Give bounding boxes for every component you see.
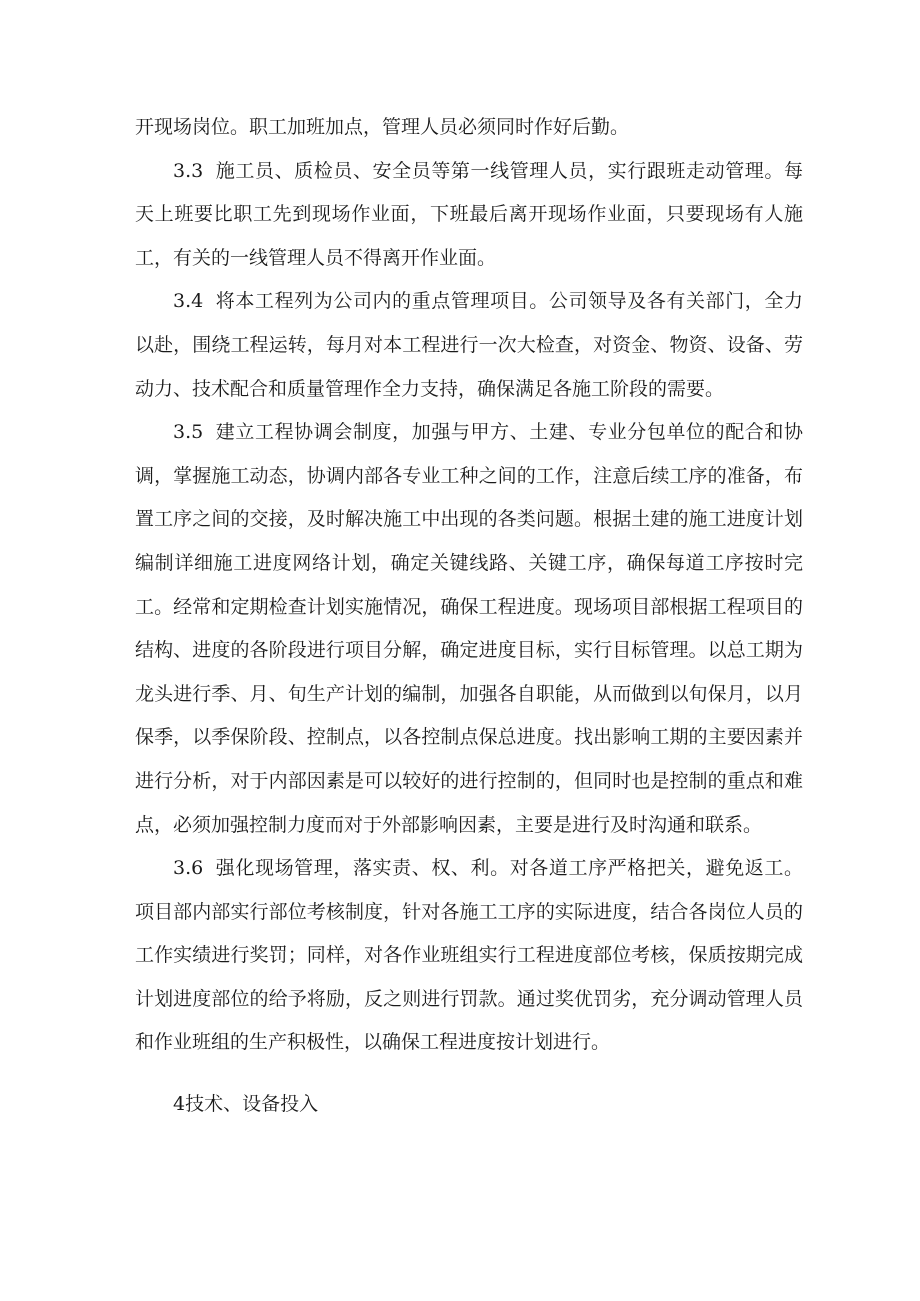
paragraph-3-3	[135, 150, 803, 281]
document-page	[135, 106, 803, 1127]
paragraph-continuation	[135, 106, 803, 150]
paragraph-text: 将本工程列为公司内的重点管理项目。公司领导及各有关部门，全力以赴，围绕工程运转，每月对本工程进行一次大检查，对资金、物资、设备、劳动力、技术配合和质量管理作全力支持，确保满足各施工阶段的需要。	[135, 290, 803, 400]
paragraph-3-6	[135, 847, 803, 1065]
section-number: 3.5	[173, 421, 204, 444]
section-number: 3.4	[173, 290, 204, 313]
paragraph-text: 建立工程协调会制度，加强与甲方、土建、专业分包单位的配合和协调，掌握施工动态，协调内部各专业工种之间的工作，注意后续工序的准备，布置工序之间的交接，及时解决施工中出现的各类问题。根据土建的施工进度计划编制详细施工进度网络计划，确定关键线路、关键工序，确保每道工序按时完工。经常和定期检查计划实施情况，确保工程进度。现场项目部根据工程项目的结构、进度的各阶段进行项目分解，确定进度目标，实行目标管理。以总工期为龙头进行季、月、旬生产计划的编制，加强各自职能，从而做到以旬保月，以月保季，以季保阶段、控制点，以各控制点保总进度。找出影响工期的主要因素并进行分析，对于内部因素是可以较好的进行控制的，但同时也是控制的重点和难点，必须加强控制力度而对于外部影响因素，主要是进行及时沟通和联系。	[135, 421, 803, 836]
paragraph-3-5	[135, 411, 803, 847]
paragraph-text: 开现场岗位。职工加班加点，管理人员必须同时作好后勤。	[135, 116, 630, 138]
section-number: 3.6	[173, 857, 204, 880]
section-heading: 4技术、设备投入	[173, 1093, 319, 1116]
paragraph-3-4	[135, 280, 803, 411]
paragraph-text: 施工员、质检员、安全员等第一线管理人员，实行跟班走动管理。每天上班要比职工先到现场作业面，下班最后离开现场作业面，只要现场有人施工，有关的一线管理人员不得离开作业面。	[135, 159, 803, 269]
section-number: 3.3	[173, 159, 204, 182]
paragraph-text: 强化现场管理，落实责、权、利。对各道工序严格把关，避免返工。项目部内部实行部位考核制度，针对各施工工序的实际进度，结合各岗位人员的工作实绩进行奖罚；同样，对各作业班组实行工程进度部位考核，保质按期完成计划进度部位的给予将励，反之则进行罚款。通过奖优罚劣，充分调动管理人员和作业班组的生产积极性，以确保工程进度按计划进行。	[135, 857, 803, 1054]
